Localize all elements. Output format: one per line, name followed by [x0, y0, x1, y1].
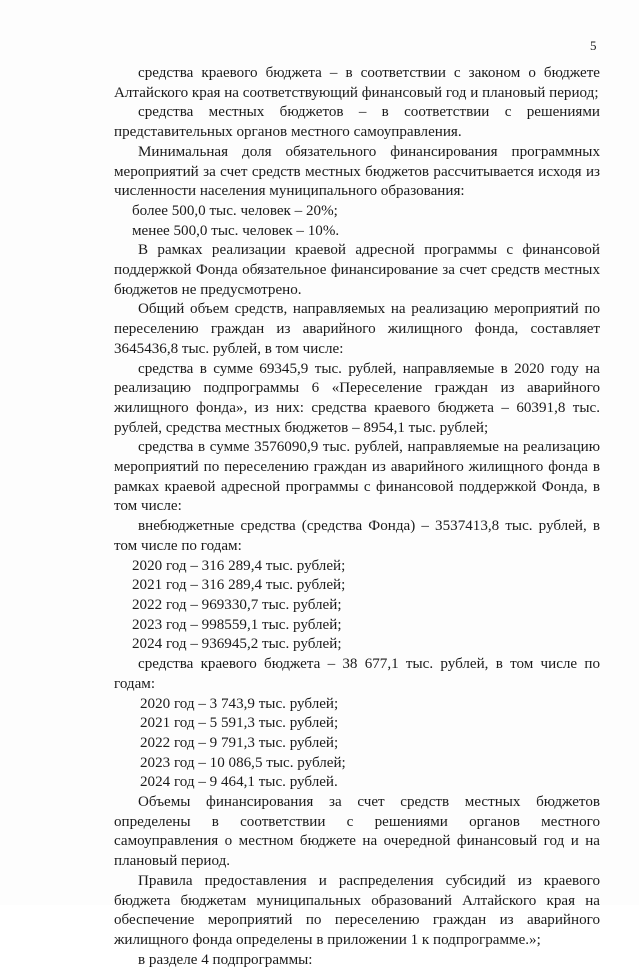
paragraph: средства местных бюджетов – в соответствии с решениями представительных органов местного самоуправления. [114, 104, 600, 141]
page-number: 5 [590, 38, 597, 53]
regional-year-item: 2022 год – 9 791,3 тыс. рублей; [140, 734, 339, 751]
paragraph: средства краевого бюджета – в соответствии с законом о бюджете Алтайского края на соответствующий финансовый год и плановый период; [114, 65, 600, 101]
paragraph: Минимальная доля обязательного финансирования программных мероприятий за счет средств местных бюджетов рассчитывается исходя из численности населения муниципального образования: [114, 143, 600, 200]
list-item: более 500,0 тыс. человек – 20%; [132, 202, 338, 219]
fund-year-item: 2024 год – 936945,2 тыс. рублей; [132, 636, 342, 653]
paragraph: средства в сумме 3576090,9 тыс. рублей, направляемые на реализацию мероприятий по переселению граждан из аварийного жилищного фонда в рамках краевой адресной программы с финансовой поддержкой Фонда, в том числе: [114, 439, 600, 515]
document-body [114, 64, 600, 970]
paragraph: в разделе 4 подпрограммы: [138, 951, 313, 968]
regional-year-item: 2023 год – 10 086,5 тыс. рублей; [140, 754, 346, 771]
fund-year-item: 2023 год – 998559,1 тыс. рублей; [132, 616, 342, 633]
list-item: менее 500,0 тыс. человек – 10%. [132, 222, 340, 239]
paragraph: средства в сумме 69345,9 тыс. рублей, направляемые в 2020 году на реализацию подпрограммы 6 «Переселение граждан из аварийного жилищного фонда», из них: средства краевого бюджета – 60391,8 тыс. рублей, средства местных бюджетов – 8954,1 тыс. рублей; [114, 360, 600, 436]
paragraph: внебюджетные средства (средства Фонда) – 3537413,8 тыс. рублей, в том числе по годам: [114, 518, 600, 554]
fund-year-item: 2020 год – 316 289,4 тыс. рублей; [132, 557, 346, 574]
regional-year-item: 2020 год – 3 743,9 тыс. рублей; [140, 695, 339, 712]
paragraph: Общий объем средств, направляемых на реализацию мероприятий по переселению граждан из аварийного жилищного фонда, составляет 3645436,8 тыс. рублей, в том числе: [114, 301, 600, 357]
regional-year-item: 2024 год – 9 464,1 тыс. рублей. [140, 774, 338, 791]
paragraph: Правила предоставления и распределения субсидий из краевого бюджета бюджетам муниципальных образований Алтайского края на обеспечение мероприятий по переселению граждан из аварийного жилищного фонда определены в приложении 1 к подпрограмме.»; [114, 872, 600, 948]
fund-year-item: 2021 год – 316 289,4 тыс. рублей; [132, 577, 346, 594]
regional-year-item: 2021 год – 5 591,3 тыс. рублей; [140, 715, 339, 732]
regional-budget-intro: средства краевого бюджета – 38 677,1 тыс. рублей, в том числе по годам: [114, 656, 600, 692]
paragraph: В рамках реализации краевой адресной программы с финансовой поддержкой Фонда обязательное финансирование за счет средств местных бюджетов не предусмотрено. [114, 242, 600, 298]
paragraph: Объемы финансирования за счет средств местных бюджетов определены в соответствии с решениями органов местного самоуправления о местном бюджете на очередной финансовый год и на плановый период. [114, 794, 600, 870]
fund-year-item: 2022 год – 969330,7 тыс. рублей; [132, 596, 342, 613]
